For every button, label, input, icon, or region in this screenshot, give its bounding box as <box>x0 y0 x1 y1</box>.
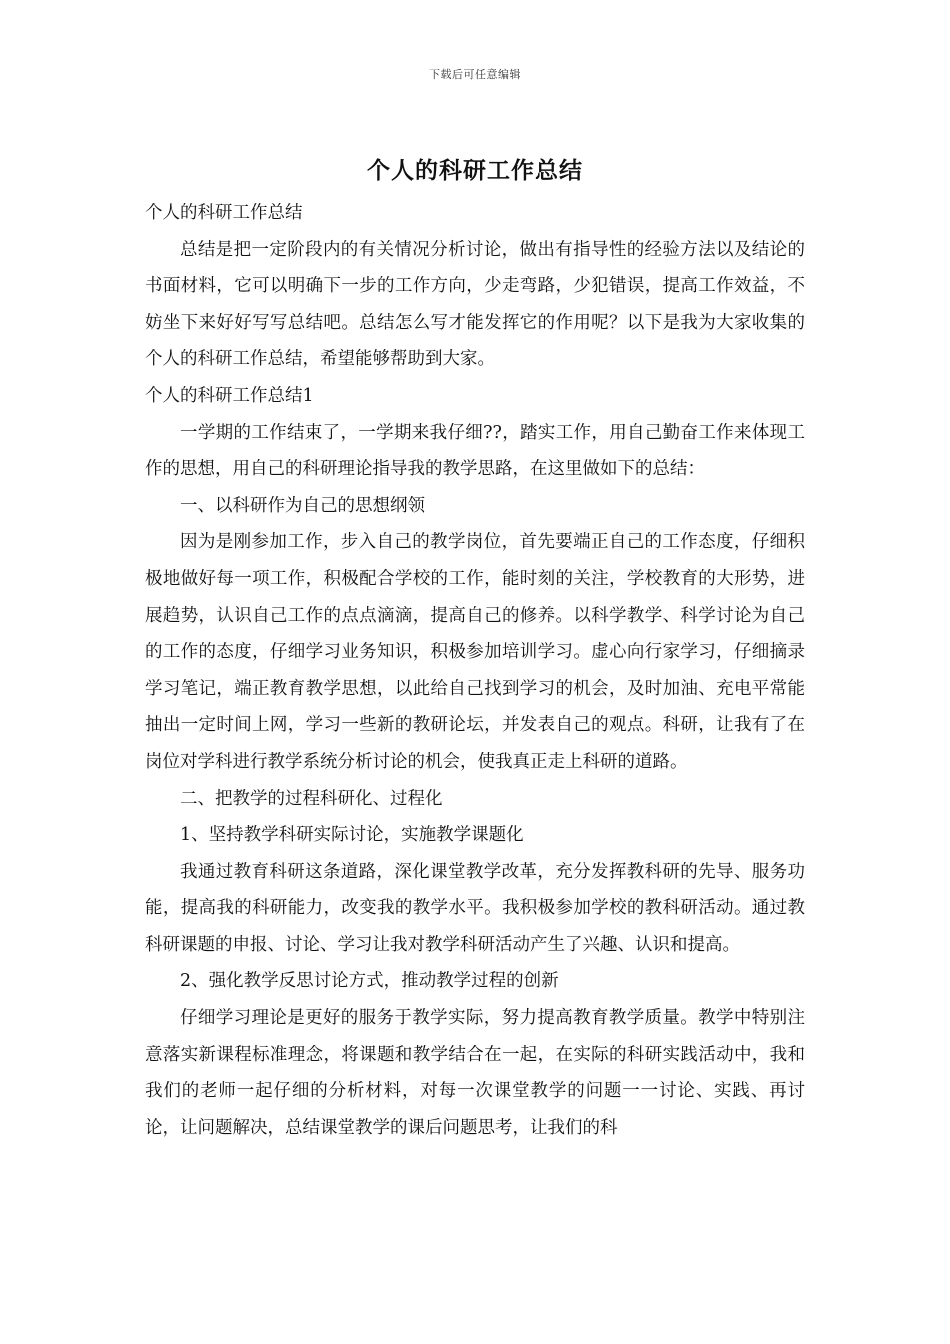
document-subtitle: 个人的科研工作总结 <box>145 203 303 223</box>
heading-2: 二、把教学的过程科研化、过程化 <box>180 788 443 809</box>
paragraph-4: 仔细学习理论是更好的服务于教学实际，努力提高教育教学质量。教学中特别注意落实新课程标准理念，将课题和教学结合在一起，在实际的科研实践活动中，我和我们的老师一起仔细的分析材料，对每一次课堂教学的问题一一讨论、实践、再讨论，让问题解决，总结课堂教学的课后问题思考，让我们的科 <box>145 1008 805 1138</box>
paragraph-2: 因为是刚参加工作，步入自己的教学岗位，首先要端正自己的工作态度，仔细积极地做好每一项工作，积极配合学校的工作，能时刻的关注，学校教育的大形势，进展趋势，认识自己工作的点点滴滴，提高自己的修养。以科学教学、科学讨论为自己的工作的态度，仔细学习业务知识，积极参加培训学习。虚心向行家学习，仔细摘录学习笔记，端正教育教学思想，以此给自己找到学习的机会，及时加油、充电平常能抽出一定时间上网，学习一些新的教研论坛，并发表自己的观点。科研，让我有了在岗位对学科进行教学系统分析讨论的机会，使我真正走上科研的道路。 <box>145 532 805 772</box>
heading-3: 1、坚持教学科研实际讨论，实施教学课题化 <box>180 825 524 846</box>
heading-1: 一、以科研作为自己的思想纲领 <box>180 495 425 516</box>
intro-paragraph: 总结是把一定阶段内的有关情况分析讨论，做出有指导性的经验方法以及结论的书面材料，它可以明确下一步的工作方向，少走弯路，少犯错误，提高工作效益，不妨坐下来好好写写总结吧。总结怎么写才能发挥它的作用呢？以下是我为大家收集的个人的科研工作总结，希望能够帮助到大家。 <box>145 239 805 370</box>
paragraph-1: 一学期的工作结束了，一学期来我仔细??，踏实工作，用自己勤奋工作来体现工作的思想，用自己的科研理论指导我的教学思路，在这里做如下的总结： <box>145 422 805 480</box>
heading-4: 2、强化教学反思讨论方式，推动教学过程的创新 <box>180 971 559 992</box>
section-title-1: 个人的科研工作总结1 <box>145 385 314 406</box>
document-title: 个人的科研工作总结 <box>367 157 583 184</box>
paragraph-3: 我通过教育科研这条道路，深化课堂教学改革，充分发挥教科研的先导、服务功能，提高我的科研能力，改变我的教学水平。我积极参加学校的教科研活动。通过教科研课题的申报、讨论、学习让我对教学科研活动产生了兴趣、认识和提高。 <box>145 861 805 955</box>
document-body <box>145 195 805 1146</box>
header-note: 下载后可任意编辑 <box>429 68 521 81</box>
